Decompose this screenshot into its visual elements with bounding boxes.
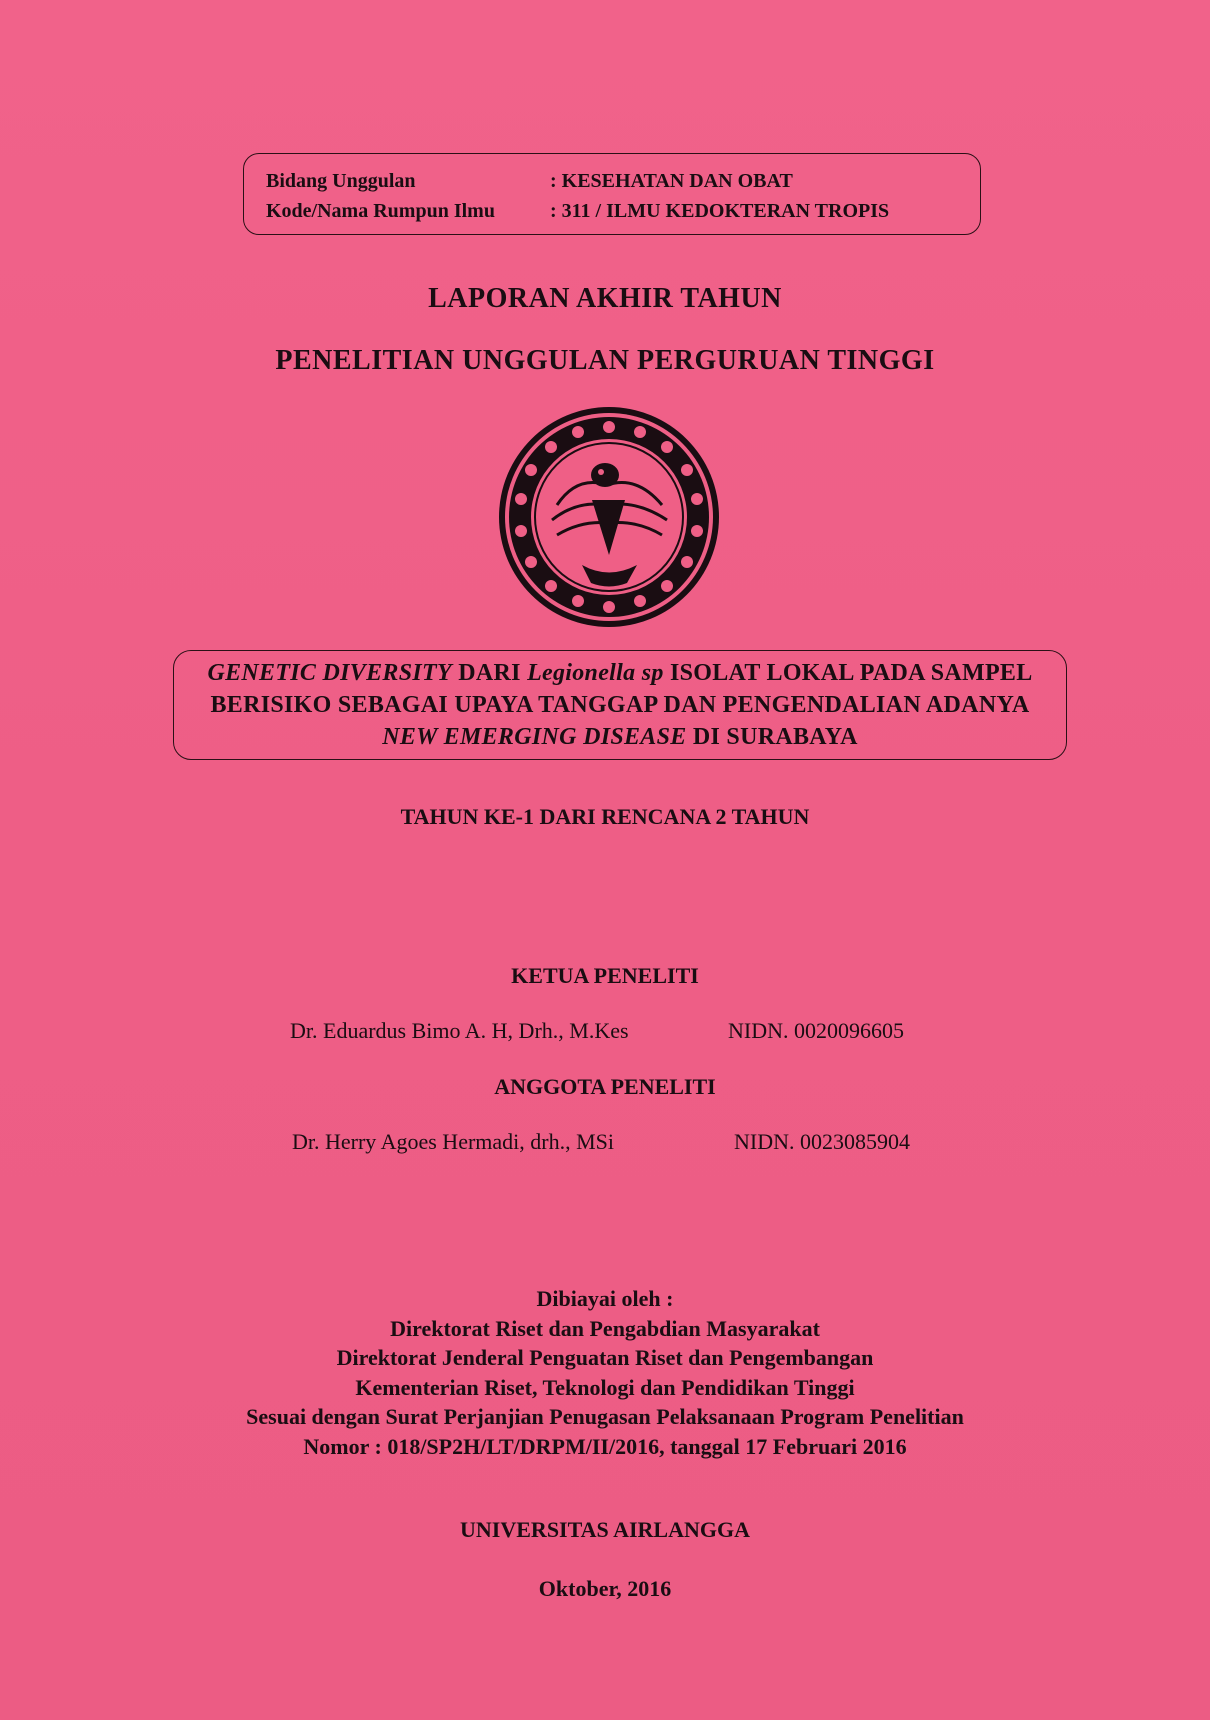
lead-heading: KETUA PENELITI: [511, 963, 699, 988]
title-line-1: [174, 657, 1066, 689]
title-text: DI SURABAYA: [686, 724, 858, 750]
funding-line: Dibiayai oleh :: [536, 1286, 674, 1311]
field-row: [266, 166, 980, 196]
funding-line: Sesuai dengan Surat Perjanjian Penugasan Pelaksanaan Program Penelitian: [246, 1404, 964, 1429]
funding-line: Direktorat Jenderal Penguatan Riset dan Pengembangan: [336, 1345, 874, 1370]
funding-line: Kementerian Riset, Teknologi dan Pendidikan Tinggi: [355, 1374, 855, 1400]
code-row: [266, 196, 980, 226]
report-date: Oktober, 2016: [538, 1576, 672, 1601]
year-info: TAHUN KE-1 DARI RENCANA 2 TAHUN: [400, 804, 810, 829]
code-value: : 311 / ILMU KEDOKTERAN TROPIS: [550, 200, 890, 222]
field-info-box: [243, 153, 981, 235]
title-italic-part: NEW EMERGING DISEASE: [382, 724, 687, 750]
lead-name: Dr. Eduardus Bimo A. H, Drh., M.Kes: [290, 1018, 629, 1043]
university-seal-icon: [497, 405, 721, 629]
title-text: ISOLAT LOKAL PADA SAMPEL: [663, 660, 1033, 686]
member-name: Dr. Herry Agoes Hermadi, drh., MSi: [292, 1129, 615, 1154]
title-species: Legionella sp: [527, 660, 664, 686]
title-line-3: [174, 721, 1066, 753]
report-title-box: [173, 650, 1067, 760]
program-name: PENELITIAN UNGGULAN PERGURUAN TINGGI: [275, 345, 935, 376]
funding-block: [0, 1284, 1210, 1461]
university-name: UNIVERSITAS AIRLANGGA: [460, 1517, 750, 1542]
member-nidn: NIDN. 0023085904: [734, 1129, 910, 1154]
field-value: : KESEHATAN DAN OBAT: [550, 170, 793, 192]
funding-line: Nomor : 018/SP2H/LT/DRPM/II/2016, tanggal 17 Februari 2016: [303, 1433, 907, 1459]
title-line-2: BERISIKO SEBAGAI UPAYA TANGGAP DAN PENGENDALIAN ADANYA: [210, 692, 1030, 718]
lead-nidn: NIDN. 0020096605: [728, 1018, 904, 1043]
member-heading: ANGGOTA PENELITI: [494, 1074, 716, 1099]
funding-line: Direktorat Riset dan Pengabdian Masyarakat: [390, 1315, 820, 1341]
title-text: DARI: [451, 660, 528, 686]
title-italic-part: GENETIC DIVERSITY: [207, 660, 452, 686]
report-type: LAPORAN AKHIR TAHUN: [428, 283, 782, 314]
field-label: Bidang Unggulan: [266, 170, 416, 192]
code-label: Kode/Nama Rumpun Ilmu: [266, 200, 495, 222]
